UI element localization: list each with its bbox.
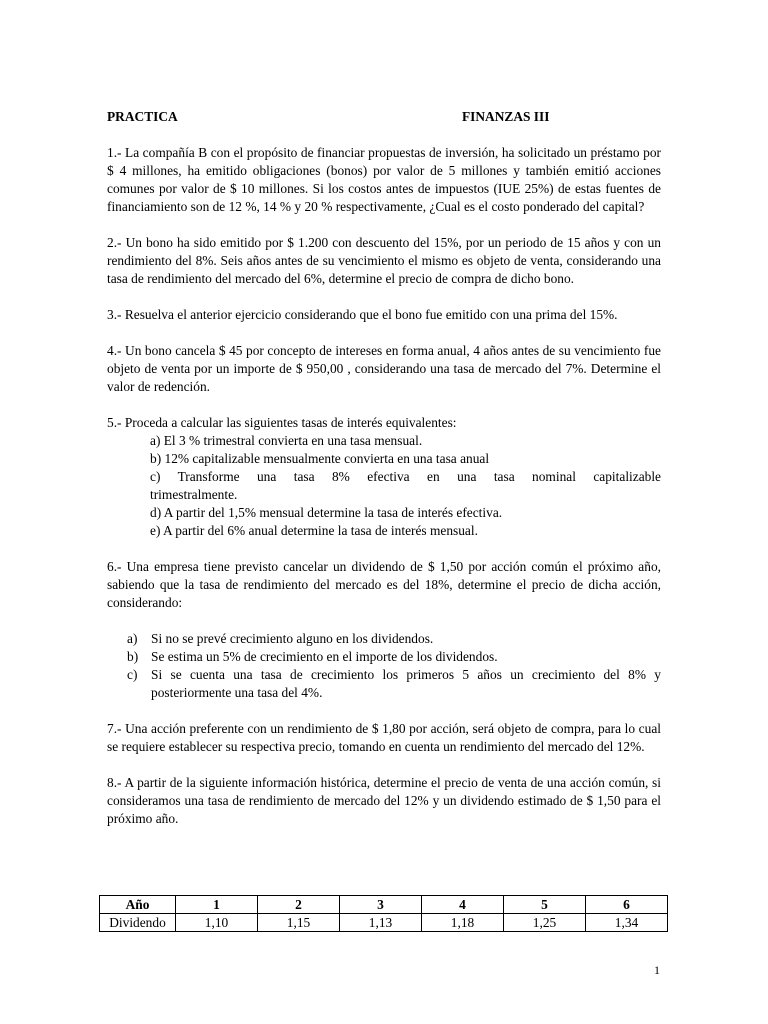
page-header [107,108,661,126]
page-number: 1 [654,963,660,977]
list-item [107,648,661,666]
table-cell: 1,10 [176,914,258,932]
document-body [107,108,661,828]
question-4: 4.- Un bono cancela $ 45 por concepto de intereses en forma anual, 4 años antes de su vencimiento fue objeto de venta por un importe de $ 950,00 , considerando una tasa de mercado del 7%. Determine el valor de redención. [107,343,661,394]
dividend-table [99,895,668,932]
question-8: 8.- A partir de la siguiente información histórica, determine el precio de venta de una acción común, si consideramos una tasa de rendimiento de mercado del 12% y un dividendo estimado de $ 1,50 para el próximo año. [107,775,661,826]
table-cell: 1,25 [504,914,586,932]
question-5-item-c: c) Transforme una tasa 8% efectiva en una tasa nominal capitalizable [150,469,661,484]
question-5-item-d: d) A partir del 1,5% mensual determine la tasa de interés efectiva. [150,505,503,520]
question-5-items [150,432,661,540]
list-item [107,630,661,648]
question-5 [107,414,661,540]
list-item [107,666,661,702]
question-6 [107,558,661,702]
question-7: 7.- Una acción preferente con un rendimiento de $ 1,80 por acción, será objeto de compra, para lo cual se requiere establecer su respectiva precio, tomando en cuenta un rendimiento del mercado del 12%. [107,721,661,754]
question-2: 2.- Un bono ha sido emitido por $ 1.200 con descuento del 15%, por un periodo de 15 años y con un rendimiento del 8%. Seis años antes de su vencimiento el mismo es objeto de venta, considerando una tasa de rendimiento del mercado del 6%, determine el precio de compra de dicho bono. [107,235,661,286]
question-3: 3.- Resuelva el anterior ejercicio considerando que el bono fue emitido con una prima del 15%. [107,307,618,322]
question-5-item-e: e) A partir del 6% anual determine la tasa de interés mensual. [150,523,478,538]
list-marker: b) [127,649,139,664]
header-practica: PRACTICA [107,109,178,124]
table-header-cell: 5 [504,896,586,914]
table-cell: 1,34 [586,914,668,932]
table-header-cell: 2 [258,896,340,914]
table-header-cell: 4 [422,896,504,914]
table-header-row [100,896,668,914]
table-row [100,914,668,932]
question-5-item-c-cont: trimestralmente. [150,487,238,502]
table-header-cell: 3 [340,896,422,914]
table-header-cell: Año [100,896,176,914]
question-6-list [107,630,661,702]
header-course: FINANZAS III [462,109,550,124]
list-item-text: Se estima un 5% de crecimiento en el importe de los dividendos. [151,649,498,664]
table-header-cell: 6 [586,896,668,914]
question-1: 1.- La compañía B con el propósito de financiar propuestas de inversión, ha solicitado un préstamo por $ 4 millones, ha emitido obligaciones (bonos) por valor de 5 millones y también emitió acciones comunes por valor de $ 10 millones. Si los costos antes de impuestos (IUE 25%) de estas fuentes de financiamiento son de 12 %, 14 % y 20 % respectivamente, ¿Cual es el costo ponderado del capital? [107,145,661,214]
table-header-cell: 1 [176,896,258,914]
table-cell: 1,13 [340,914,422,932]
table-cell: 1,18 [422,914,504,932]
question-5-item-a: a) El 3 % trimestral convierta en una tasa mensual. [150,433,423,448]
list-item-text: Si se cuenta una tasa de crecimiento los primeros 5 años un crecimiento del 8% y posteriormente una tasa del 4%. [151,667,661,700]
question-6-intro: 6.- Una empresa tiene previsto cancelar un dividendo de $ 1,50 por acción común el próximo año, sabiendo que la tasa de rendimiento del mercado es del 18%, determine el precio de dicha acción, considerando: [107,559,661,610]
list-marker: a) [127,631,138,646]
list-marker: c) [127,667,138,682]
question-5-intro: 5.- Proceda a calcular las siguientes tasas de interés equivalentes: [107,415,457,430]
table-cell: 1,15 [258,914,340,932]
question-5-item-b: b) 12% capitalizable mensualmente convierta en una tasa anual [150,451,490,466]
table-cell: Dividendo [100,914,176,932]
list-item-text: Si no se prevé crecimiento alguno en los dividendos. [151,631,434,646]
